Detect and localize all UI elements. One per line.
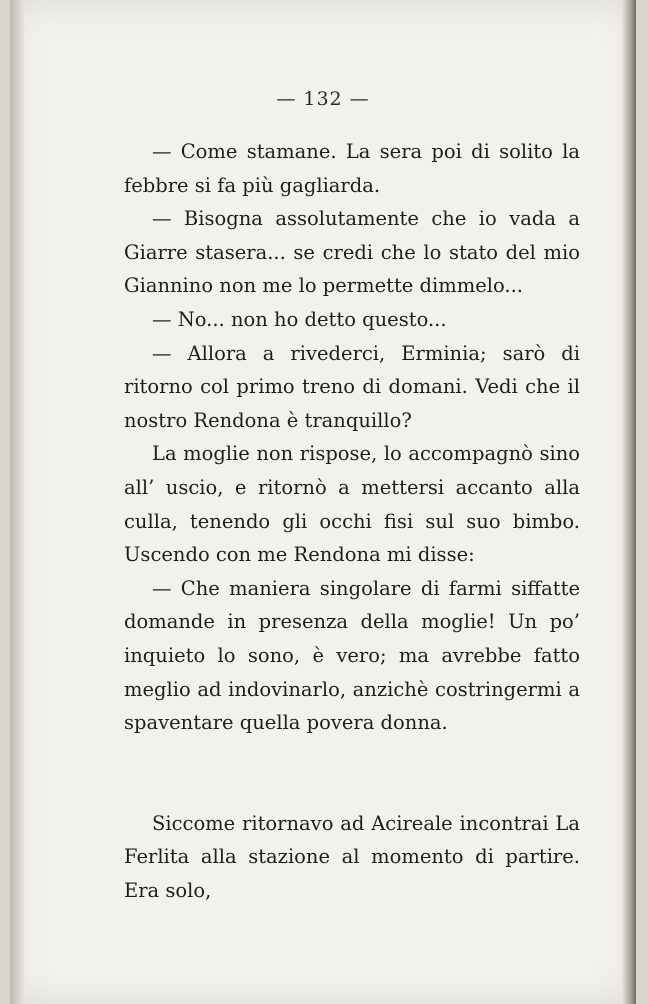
section-break — [124, 740, 580, 807]
paragraph-4: — Allora a rivederci, Erminia; sarò di ritorno col primo treno di domani. Vedi che il nostro Rendona è tranquillo? — [124, 341, 580, 432]
paragraph-6: — Che maniera singolare di farmi siffatte domande in presenza della moglie! Un po’ inquieto lo sono, è vero; ma avrebbe fatto meglio ad indovinarlo, anzichè costringermi a spaventare quella povera donna. — [124, 576, 580, 735]
page-number: — 132 — — [276, 88, 370, 110]
paragraph-2: — Bisogna assolutamente che io vada a Giarre stasera... se credi che lo stato del mio Giannino non me lo permette dimmelo... — [124, 207, 580, 298]
paragraph-5: La moglie non rispose, lo accompagnò sino all’ uscio, e ritornò a mettersi accanto alla culla, tenendo gli occhi fisi sul suo bimbo. Uscendo con me Rendona mi disse: — [124, 442, 580, 567]
paragraph-1: — Come stamane. La sera poi di solito la febbre si fa più gagliarda. — [124, 140, 580, 197]
book-page — [10, 0, 636, 1004]
body-text — [124, 135, 580, 907]
page-spine-shadow — [10, 0, 24, 1004]
page-edge-shadow — [622, 0, 636, 1004]
paragraph-3: — No... non ho detto questo... — [152, 307, 447, 331]
paragraph-7: Siccome ritornavo ad Acireale incontrai La Ferlita alla stazione al momento di partire. Era solo, — [124, 811, 580, 902]
